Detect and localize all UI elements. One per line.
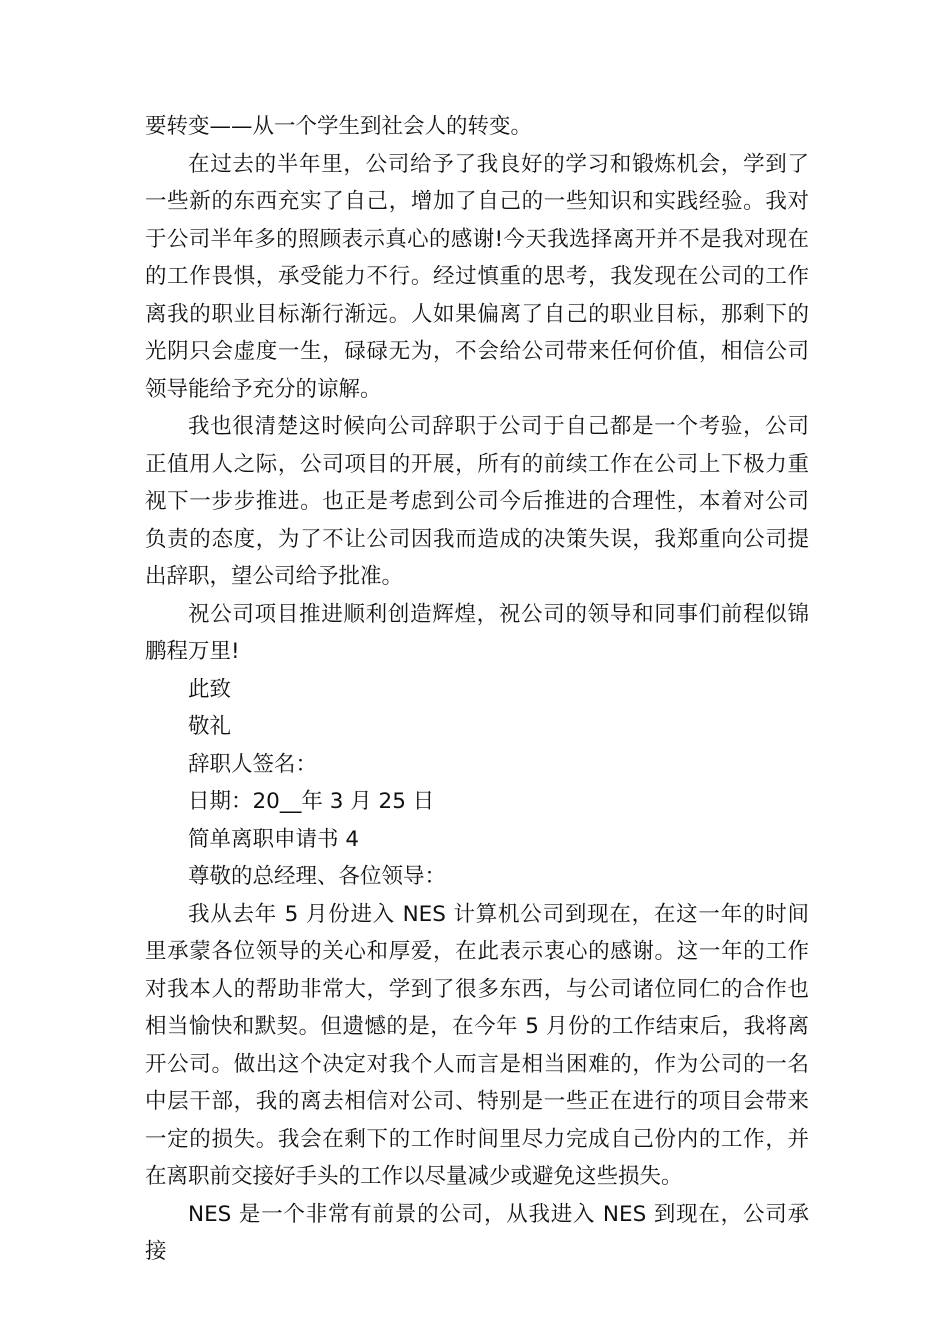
closing-regards: 敬礼 — [188, 714, 232, 739]
paragraph-gratitude: 在过去的半年里，公司给予了我良好的学习和锻炼机会，学到了一些新的东西充实了自己，增加了自己的一些知识和实践经验。我对于公司半年多的照顾表示真心的感谢!今天我选择离开并不是我对现在的工作畏惧，承受能力不行。经过慎重的思考，我发现在公司的工作离我的职业目标渐行渐远。人如果偏离了自己的职业目标，那剩下的光阴只会虚度一生，碌碌无为，不会给公司带来任何价值，相信公司领导能给予充分的谅解。 — [145, 151, 809, 402]
paragraph-nes-prospects: NES 是一个非常有前景的公司，从我进入 NES 到现在，公司承接 — [145, 1201, 809, 1264]
paragraph-nes-experience: 我从去年 5 月份进入 NES 计算机公司到现在，在这一年的时间里承蒙各位领导的关心和厚爱，在此表示衷心的感谢。这一年的工作对我本人的帮助非常大，学到了很多东西，与公司诸位同仁的合作也相当愉快和默契。但遗憾的是，在今年 5 月份的工作结束后，我将离开公司。做出这个决定对我个人而言是相当困难的，作为公司的一名中层干部，我的离去相信对公司、特别是一些正在进行的项目会带来一定的损失。我会在剩下的工作时间里尽力完成自己份内的工作，并在离职前交接好手头的工作以尽量减少或避免这些损失。 — [145, 901, 809, 1189]
section-title: 简单离职申请书 4 — [188, 826, 360, 852]
paragraph-continuation: 要转变——从一个学生到社会人的转变。 — [145, 114, 533, 139]
paragraph-wishes: 祝公司项目推进顺利创造辉煌，祝公司的领导和同事们前程似锦鹏程万里! — [145, 601, 809, 664]
document-body — [145, 108, 809, 1271]
paragraph-resignation-reason: 我也很清楚这时候向公司辞职于公司于自己都是一个考验，公司正值用人之际，公司项目的开展，所有的前续工作在公司上下极力重视下一步步推进。也正是考虑到公司今后推进的合理性，本着对公司负责的态度，为了不让公司因我而造成的决策失误，我郑重向公司提出辞职，望公司给予批准。 — [145, 414, 809, 589]
letter-greeting: 尊敬的总经理、各位领导： — [188, 864, 447, 889]
date-line: 日期：20__年 3 月 25 日 — [188, 789, 435, 814]
closing-salutation: 此致 — [188, 676, 232, 702]
signature-line: 辞职人签名： — [188, 751, 318, 777]
